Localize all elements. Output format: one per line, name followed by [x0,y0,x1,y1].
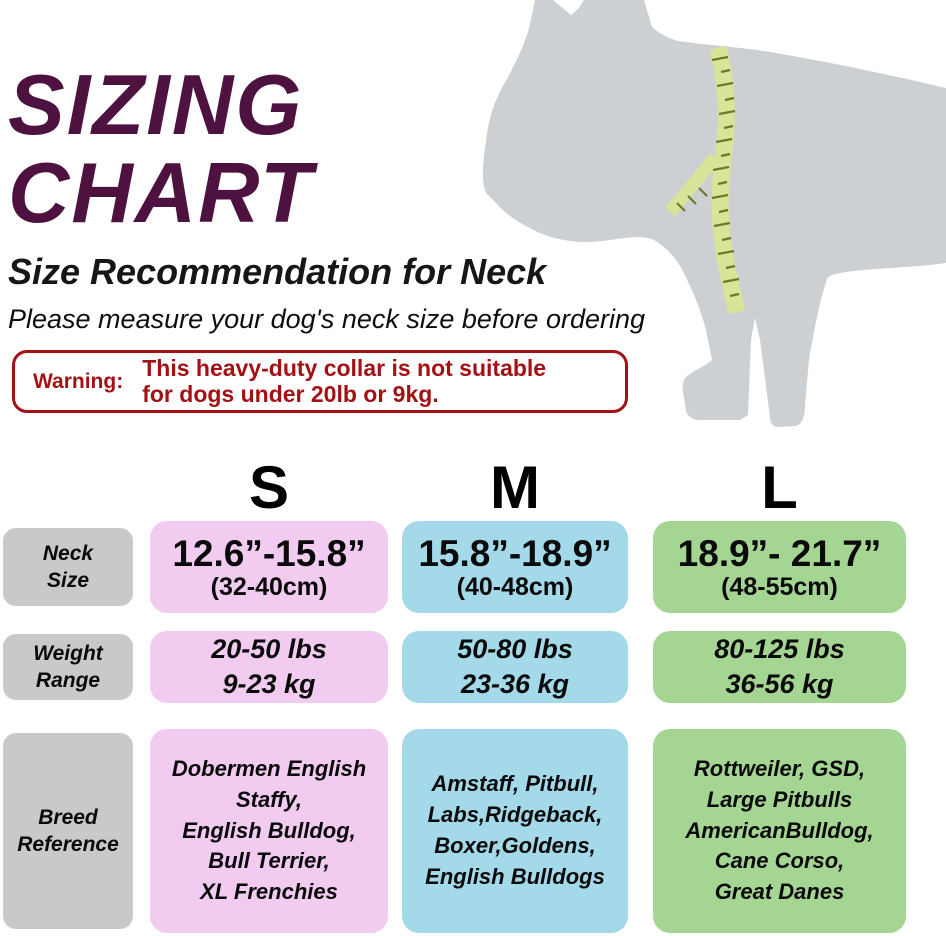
breed-line: Rottweiler, GSD, [693,756,866,781]
breed-reference-l-cell [653,729,906,933]
size-header-s: S [248,454,290,521]
row-label-line: Weight [33,641,103,665]
breed-reference-m-cell [402,729,628,933]
breed-line: Staffy, [235,786,303,812]
neck-size-s-cm: (32-40cm) [210,572,328,601]
weight-range-s-cell [150,631,388,703]
warning-label: Warning: [33,369,124,393]
breed-line: Labs,Ridgeback, [427,802,603,828]
breed-reference-row-label [3,733,133,929]
neck-size-m-inches: 15.8”-18.9” [418,533,612,575]
warning-text-line1: This heavy-duty collar is not suitable [142,354,547,381]
page-title-line2: CHART [8,145,314,241]
breed-line: Amstaff, Pitbull, [431,771,599,797]
breed-line: English Bulldogs [425,863,605,889]
weight-range-m-cell [402,631,628,703]
neck-size-s-cell [150,521,388,613]
page-title-line1: SIZING [8,58,304,153]
size-header-m: M [490,454,540,521]
neck-size-l-cm: (48-55cm) [721,572,838,601]
weight-range-row-label [3,634,133,700]
breed-line: Dobermen English [171,756,367,781]
breed-line: AmericanBulldog, [685,817,874,843]
warning-box [12,350,628,413]
warning-text-line2: for dogs under 20lb or 9kg. [142,380,439,407]
breed-line: Boxer,Goldens, [434,833,596,858]
page-subtitle: Size Recommendation for Neck [8,251,547,292]
row-label-line: Neck [42,541,94,565]
neck-size-row-label [3,528,133,606]
weight-s-kg: 9-23 kg [222,669,316,699]
weight-l-lbs: 80-125 lbs [714,633,845,664]
measure-instruction: Please measure your dog's neck size before ordering [8,304,646,334]
neck-size-l-cell [653,521,906,613]
size-header-l: L [761,454,798,521]
page-title [8,58,314,241]
breed-line: Great Danes [714,879,845,905]
breed-line: English Bulldog, [182,817,356,843]
weight-l-kg: 36-56 kg [725,669,834,699]
breed-line: Large Pitbulls [706,786,853,812]
neck-size-m-cell [402,521,628,613]
row-label-line: Range [35,669,101,692]
weight-m-lbs: 50-80 lbs [457,633,573,664]
neck-size-m-cm: (40-48cm) [456,572,574,601]
breed-line: Bull Terrier, [208,848,330,874]
weight-range-l-cell [653,631,906,703]
weight-s-lbs: 20-50 lbs [211,633,327,664]
breed-line: XL Frenchies [200,879,338,905]
weight-m-kg: 23-36 kg [460,669,570,699]
row-label-line: Breed [38,805,98,829]
neck-size-s-inches: 12.6”-15.8” [172,533,366,575]
breed-reference-s-cell [150,729,388,933]
breed-line: Cane Corso, [714,848,845,874]
row-label-line: Reference [17,833,119,856]
warning-text [142,356,546,408]
row-label-line: Size [46,569,90,592]
neck-size-l-inches: 18.9”- 21.7” [677,533,882,575]
